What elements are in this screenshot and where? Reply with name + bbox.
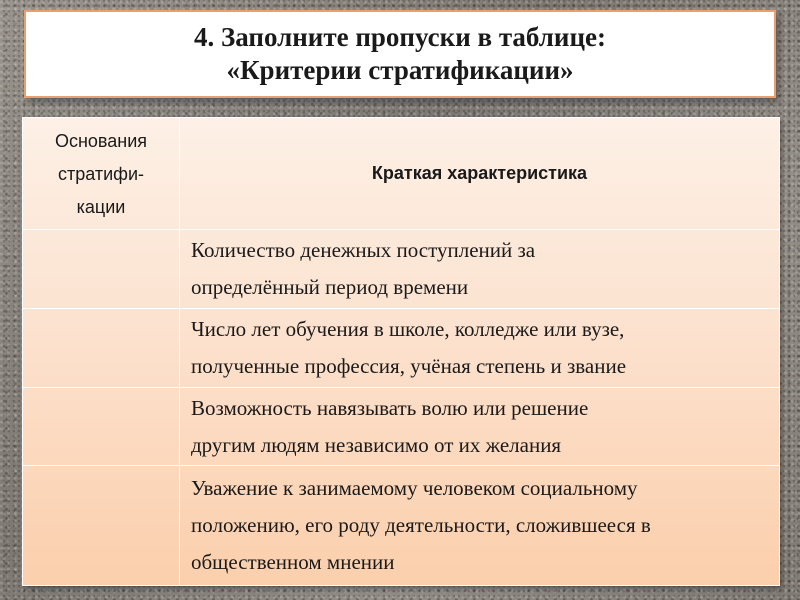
criteria-table-container [22,117,779,585]
description-line: определённый период времени [191,275,469,299]
description-line: Количество денежных поступлений за [191,238,536,262]
description-line: Уважение к занимаемому человеком социальному [191,476,638,500]
basis-cell-blank[interactable] [23,466,180,586]
table-row [23,466,780,586]
description-line: общественном мнении [191,550,395,574]
table-header-row [23,118,780,230]
basis-cell-blank[interactable] [23,309,180,388]
header-basis: Основания стратифи- кации [23,118,180,230]
slide-title-box [24,10,776,98]
description-cell [180,309,780,388]
table-row [23,388,780,466]
header-description: Краткая характеристика [180,118,780,230]
criteria-table [22,117,780,586]
description-line: Число лет обучения в школе, колледже или вузе, [191,317,625,341]
description-line: другим людям независимо от их желания [191,432,562,457]
table-row [23,230,780,309]
description-line: полученные профессия, учёная степень и звание [191,354,627,378]
slide-title-line-2: «Критерии стратификации» [226,55,574,85]
description-line: положению, его роду деятельности, сложившееся в [191,513,651,537]
table-row [23,309,780,388]
description-cell [180,230,780,309]
description-cell [180,388,780,466]
basis-cell-blank[interactable] [23,388,180,466]
basis-cell-blank[interactable] [23,230,180,309]
slide-title-line-1: 4. Заполните пропуски в таблице: [194,22,606,52]
description-cell [180,466,780,586]
description-line: Возможность навязывать волю или решение [191,395,589,420]
